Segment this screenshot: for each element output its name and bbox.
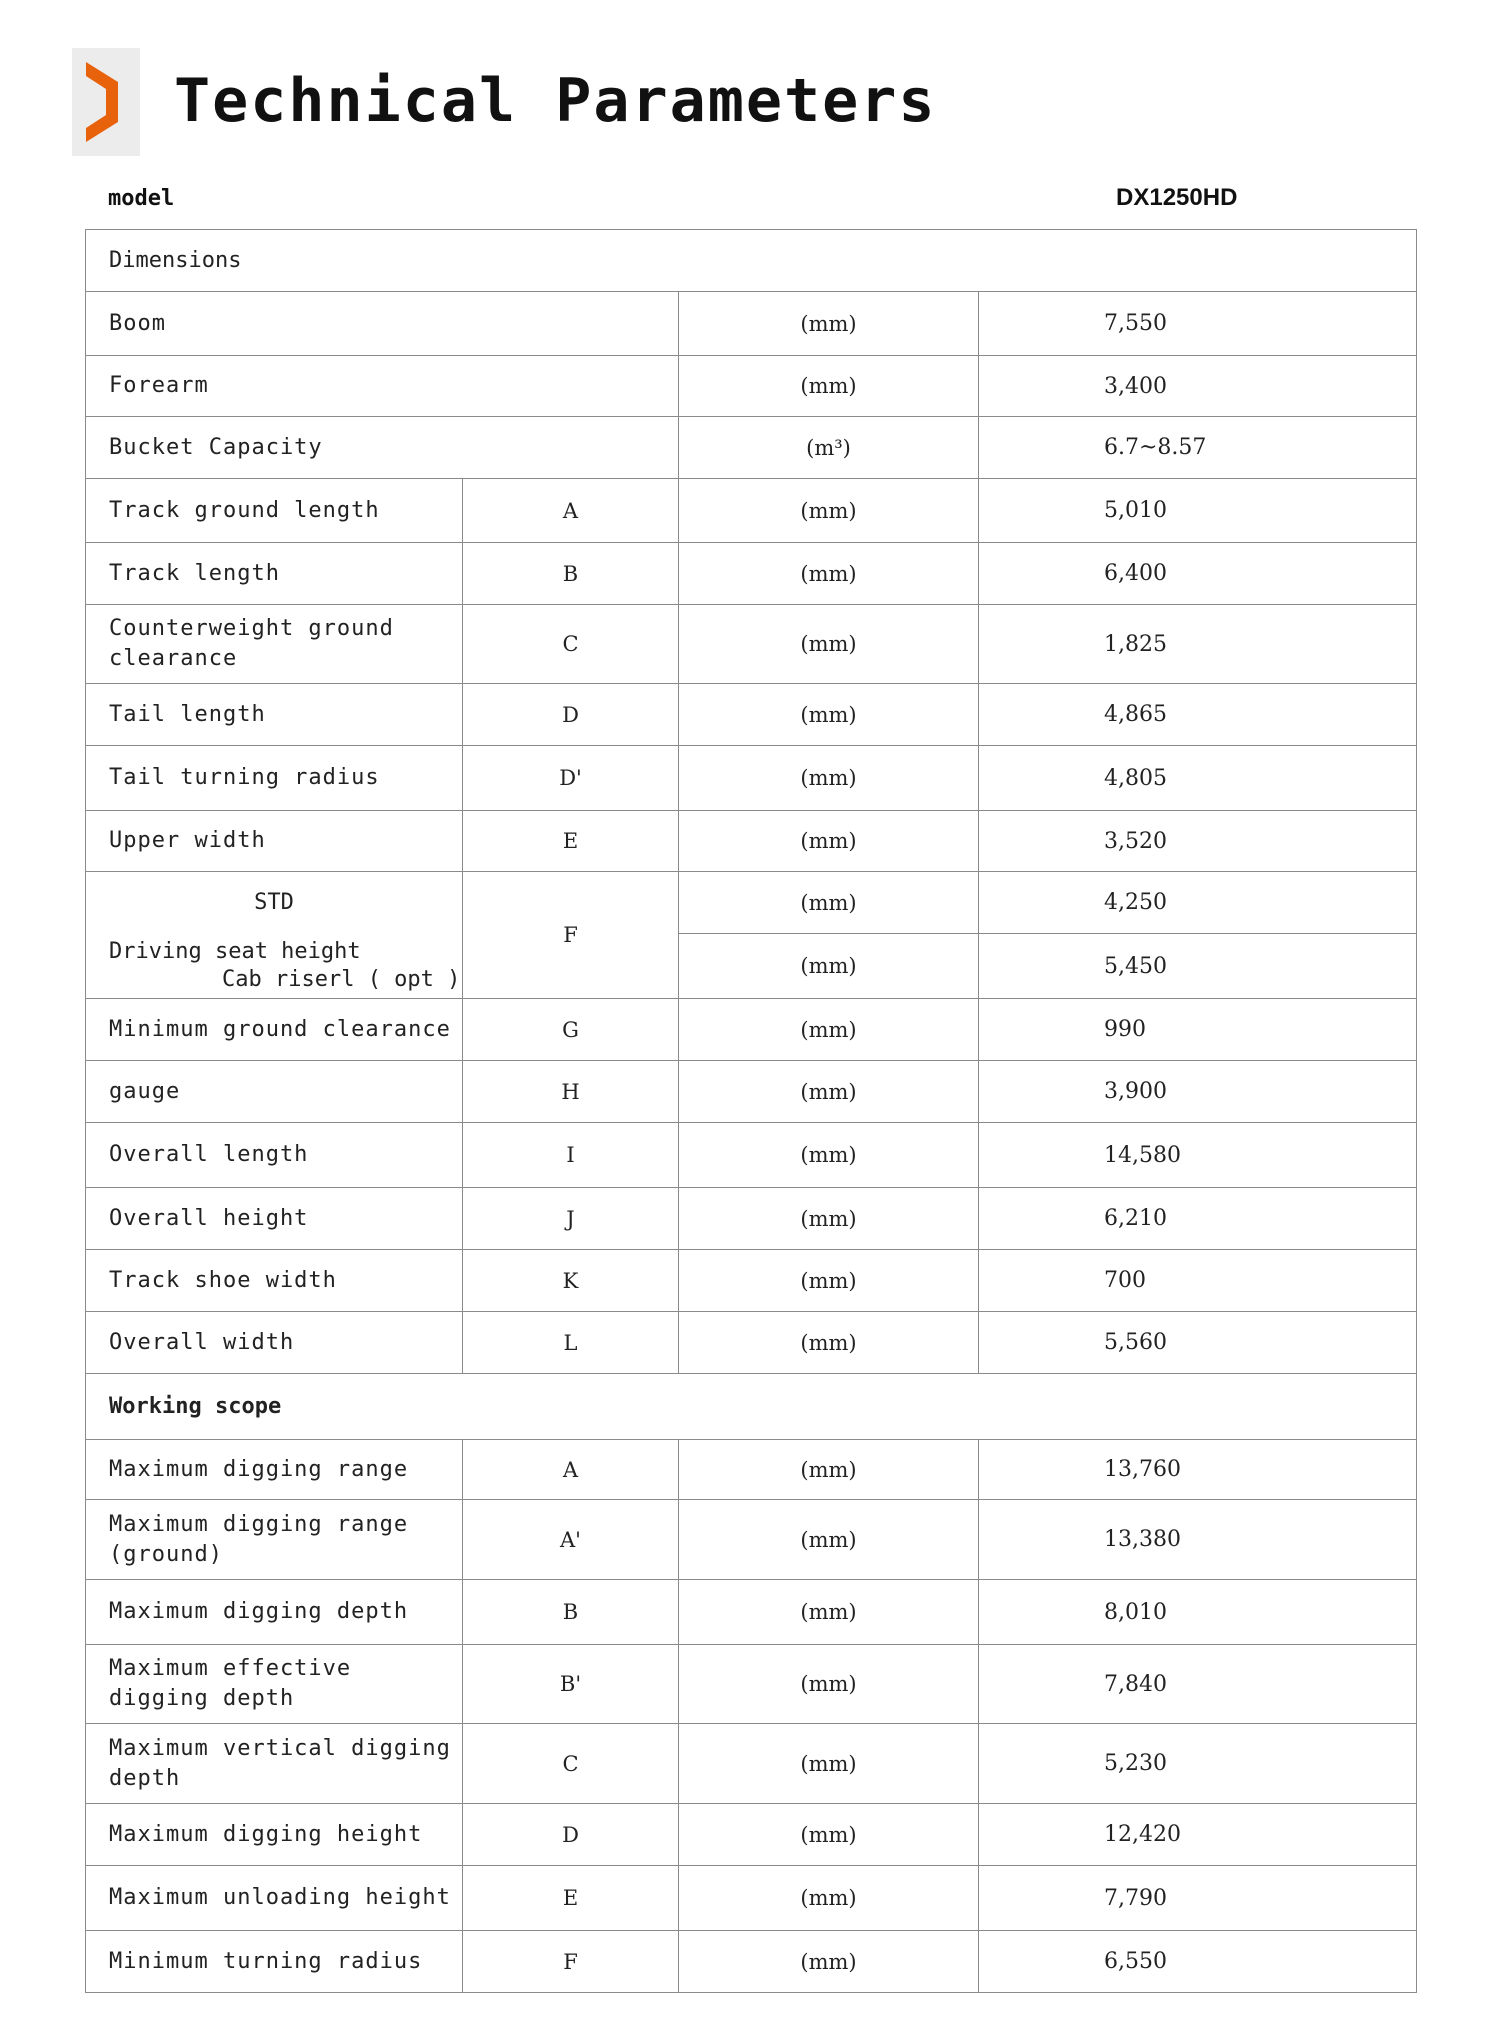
table-row: [86, 479, 1417, 543]
orange-bracket-logo-icon: [72, 48, 140, 156]
param-name: Forearm: [86, 356, 679, 417]
param-name: Tail length: [86, 684, 463, 746]
param-value: 7,790: [979, 1866, 1417, 1931]
param-value: 700: [979, 1250, 1417, 1312]
seat-row-riser: [86, 934, 1417, 999]
param-value: 4,250: [979, 872, 1417, 934]
table-row: [86, 1250, 1417, 1312]
table-row: [86, 1312, 1417, 1374]
param-value: 6,400: [979, 543, 1417, 605]
model-value: DX1250HD: [1116, 184, 1238, 211]
param-symbol: L: [463, 1312, 679, 1374]
section-title-working-scope: Working scope: [86, 1374, 1417, 1440]
param-value: 1,825: [979, 605, 1417, 684]
param-unit: (mm): [679, 1250, 979, 1312]
param-name: Maximum vertical digging depth: [86, 1724, 463, 1804]
seat-riser-label: Cab riserl ( opt ): [222, 966, 461, 992]
param-unit: (mm): [679, 543, 979, 605]
param-name: Minimum turning radius: [86, 1931, 463, 1993]
param-symbol: B: [463, 1580, 679, 1645]
param-name: Boom: [86, 292, 679, 356]
table-row: [86, 684, 1417, 746]
param-unit: (mm): [679, 999, 979, 1061]
param-symbol: E: [463, 1866, 679, 1931]
param-unit: (mm): [679, 1580, 979, 1645]
param-value: 13,380: [979, 1500, 1417, 1580]
param-symbol: B': [463, 1645, 679, 1724]
param-name: Maximum digging range: [86, 1440, 463, 1500]
param-unit: (mm): [679, 1123, 979, 1188]
param-symbol: C: [463, 605, 679, 684]
param-value: 12,420: [979, 1804, 1417, 1866]
param-name: Tail turning radius: [86, 746, 463, 811]
param-value: 4,805: [979, 746, 1417, 811]
param-name: Minimum ground clearance: [86, 999, 463, 1061]
param-unit: (mm): [679, 1312, 979, 1374]
param-value: 8,010: [979, 1580, 1417, 1645]
table-row: [86, 1804, 1417, 1866]
param-unit: (mm): [679, 356, 979, 417]
table-row: [86, 1500, 1417, 1580]
table-row: [86, 1645, 1417, 1724]
seat-std-label: STD: [86, 872, 463, 934]
param-unit: (mm): [679, 292, 979, 356]
param-name: Maximum digging depth: [86, 1580, 463, 1645]
table-row: [86, 1580, 1417, 1645]
param-name: Maximum digging range (ground): [86, 1500, 463, 1580]
table-row: [86, 811, 1417, 872]
table-row: [86, 1440, 1417, 1500]
section-header-row: [86, 230, 1417, 292]
model-label: model: [108, 186, 175, 211]
param-symbol: A': [463, 1500, 679, 1580]
table-row: [86, 292, 1417, 356]
table-row: [86, 999, 1417, 1061]
param-value: 6.7~8.57: [979, 417, 1417, 479]
param-value: 4,865: [979, 684, 1417, 746]
param-unit: (mm): [679, 1931, 979, 1993]
param-value: 13,760: [979, 1440, 1417, 1500]
table-row: [86, 1061, 1417, 1123]
param-symbol: I: [463, 1123, 679, 1188]
param-name: Counterweight ground clearance: [86, 605, 463, 684]
param-symbol: D': [463, 746, 679, 811]
param-symbol: F: [463, 1931, 679, 1993]
param-name: Track ground length: [86, 479, 463, 543]
param-unit: (mm): [679, 1804, 979, 1866]
param-value: 3,400: [979, 356, 1417, 417]
param-value: 6,550: [979, 1931, 1417, 1993]
table-row: [86, 356, 1417, 417]
param-unit: (mm): [679, 872, 979, 934]
param-value: 7,840: [979, 1645, 1417, 1724]
param-name: Overall length: [86, 1123, 463, 1188]
section-header-row: [86, 1374, 1417, 1440]
param-name: Maximum unloading height: [86, 1866, 463, 1931]
brand-logo: [72, 48, 140, 156]
param-symbol: K: [463, 1250, 679, 1312]
seat-row-std: [86, 872, 1417, 934]
table-row: [86, 1123, 1417, 1188]
param-value: 3,900: [979, 1061, 1417, 1123]
seat-name: Driving seat height: [109, 938, 361, 964]
param-value: 5,450: [979, 934, 1417, 999]
param-unit: (mm): [679, 1866, 979, 1931]
param-symbol: C: [463, 1724, 679, 1804]
param-value: 6,210: [979, 1188, 1417, 1250]
param-unit: (mm): [679, 684, 979, 746]
param-symbol: D: [463, 1804, 679, 1866]
table-row: [86, 746, 1417, 811]
param-unit: (mm): [679, 1188, 979, 1250]
param-unit: (mm): [679, 746, 979, 811]
param-unit: (m³): [679, 417, 979, 479]
param-symbol: F: [463, 872, 679, 999]
param-name: gauge: [86, 1061, 463, 1123]
param-value: 14,580: [979, 1123, 1417, 1188]
param-symbol: J: [463, 1188, 679, 1250]
param-name: Overall height: [86, 1188, 463, 1250]
param-value: 3,520: [979, 811, 1417, 872]
param-symbol: G: [463, 999, 679, 1061]
param-symbol: H: [463, 1061, 679, 1123]
param-value: 5,230: [979, 1724, 1417, 1804]
param-value: 5,560: [979, 1312, 1417, 1374]
param-symbol: E: [463, 811, 679, 872]
page-title: Technical Parameters: [174, 66, 937, 136]
section-title-dimensions: Dimensions: [86, 230, 1417, 292]
param-unit: (mm): [679, 1500, 979, 1580]
param-symbol: A: [463, 1440, 679, 1500]
table-row: [86, 1724, 1417, 1804]
table-row: [86, 417, 1417, 479]
seat-label-cell: [86, 934, 463, 999]
param-name: Track shoe width: [86, 1250, 463, 1312]
param-value: 7,550: [979, 292, 1417, 356]
param-unit: (mm): [679, 1440, 979, 1500]
param-value: 5,010: [979, 479, 1417, 543]
param-symbol: A: [463, 479, 679, 543]
param-name: Maximum effective digging depth: [86, 1645, 463, 1724]
param-symbol: B: [463, 543, 679, 605]
param-name: Track length: [86, 543, 463, 605]
param-name: Overall width: [86, 1312, 463, 1374]
param-unit: (mm): [679, 811, 979, 872]
spec-table: [85, 229, 1417, 1993]
param-symbol: D: [463, 684, 679, 746]
param-unit: (mm): [679, 479, 979, 543]
table-row: [86, 1188, 1417, 1250]
table-row: [86, 1931, 1417, 1993]
param-unit: (mm): [679, 1724, 979, 1804]
param-unit: (mm): [679, 1061, 979, 1123]
table-row: [86, 1866, 1417, 1931]
param-unit: (mm): [679, 1645, 979, 1724]
param-name: Bucket Capacity: [86, 417, 679, 479]
param-unit: (mm): [679, 934, 979, 999]
param-unit: (mm): [679, 605, 979, 684]
param-name: Maximum digging height: [86, 1804, 463, 1866]
table-row: [86, 543, 1417, 605]
table-row: [86, 605, 1417, 684]
param-name: Upper width: [86, 811, 463, 872]
param-value: 990: [979, 999, 1417, 1061]
